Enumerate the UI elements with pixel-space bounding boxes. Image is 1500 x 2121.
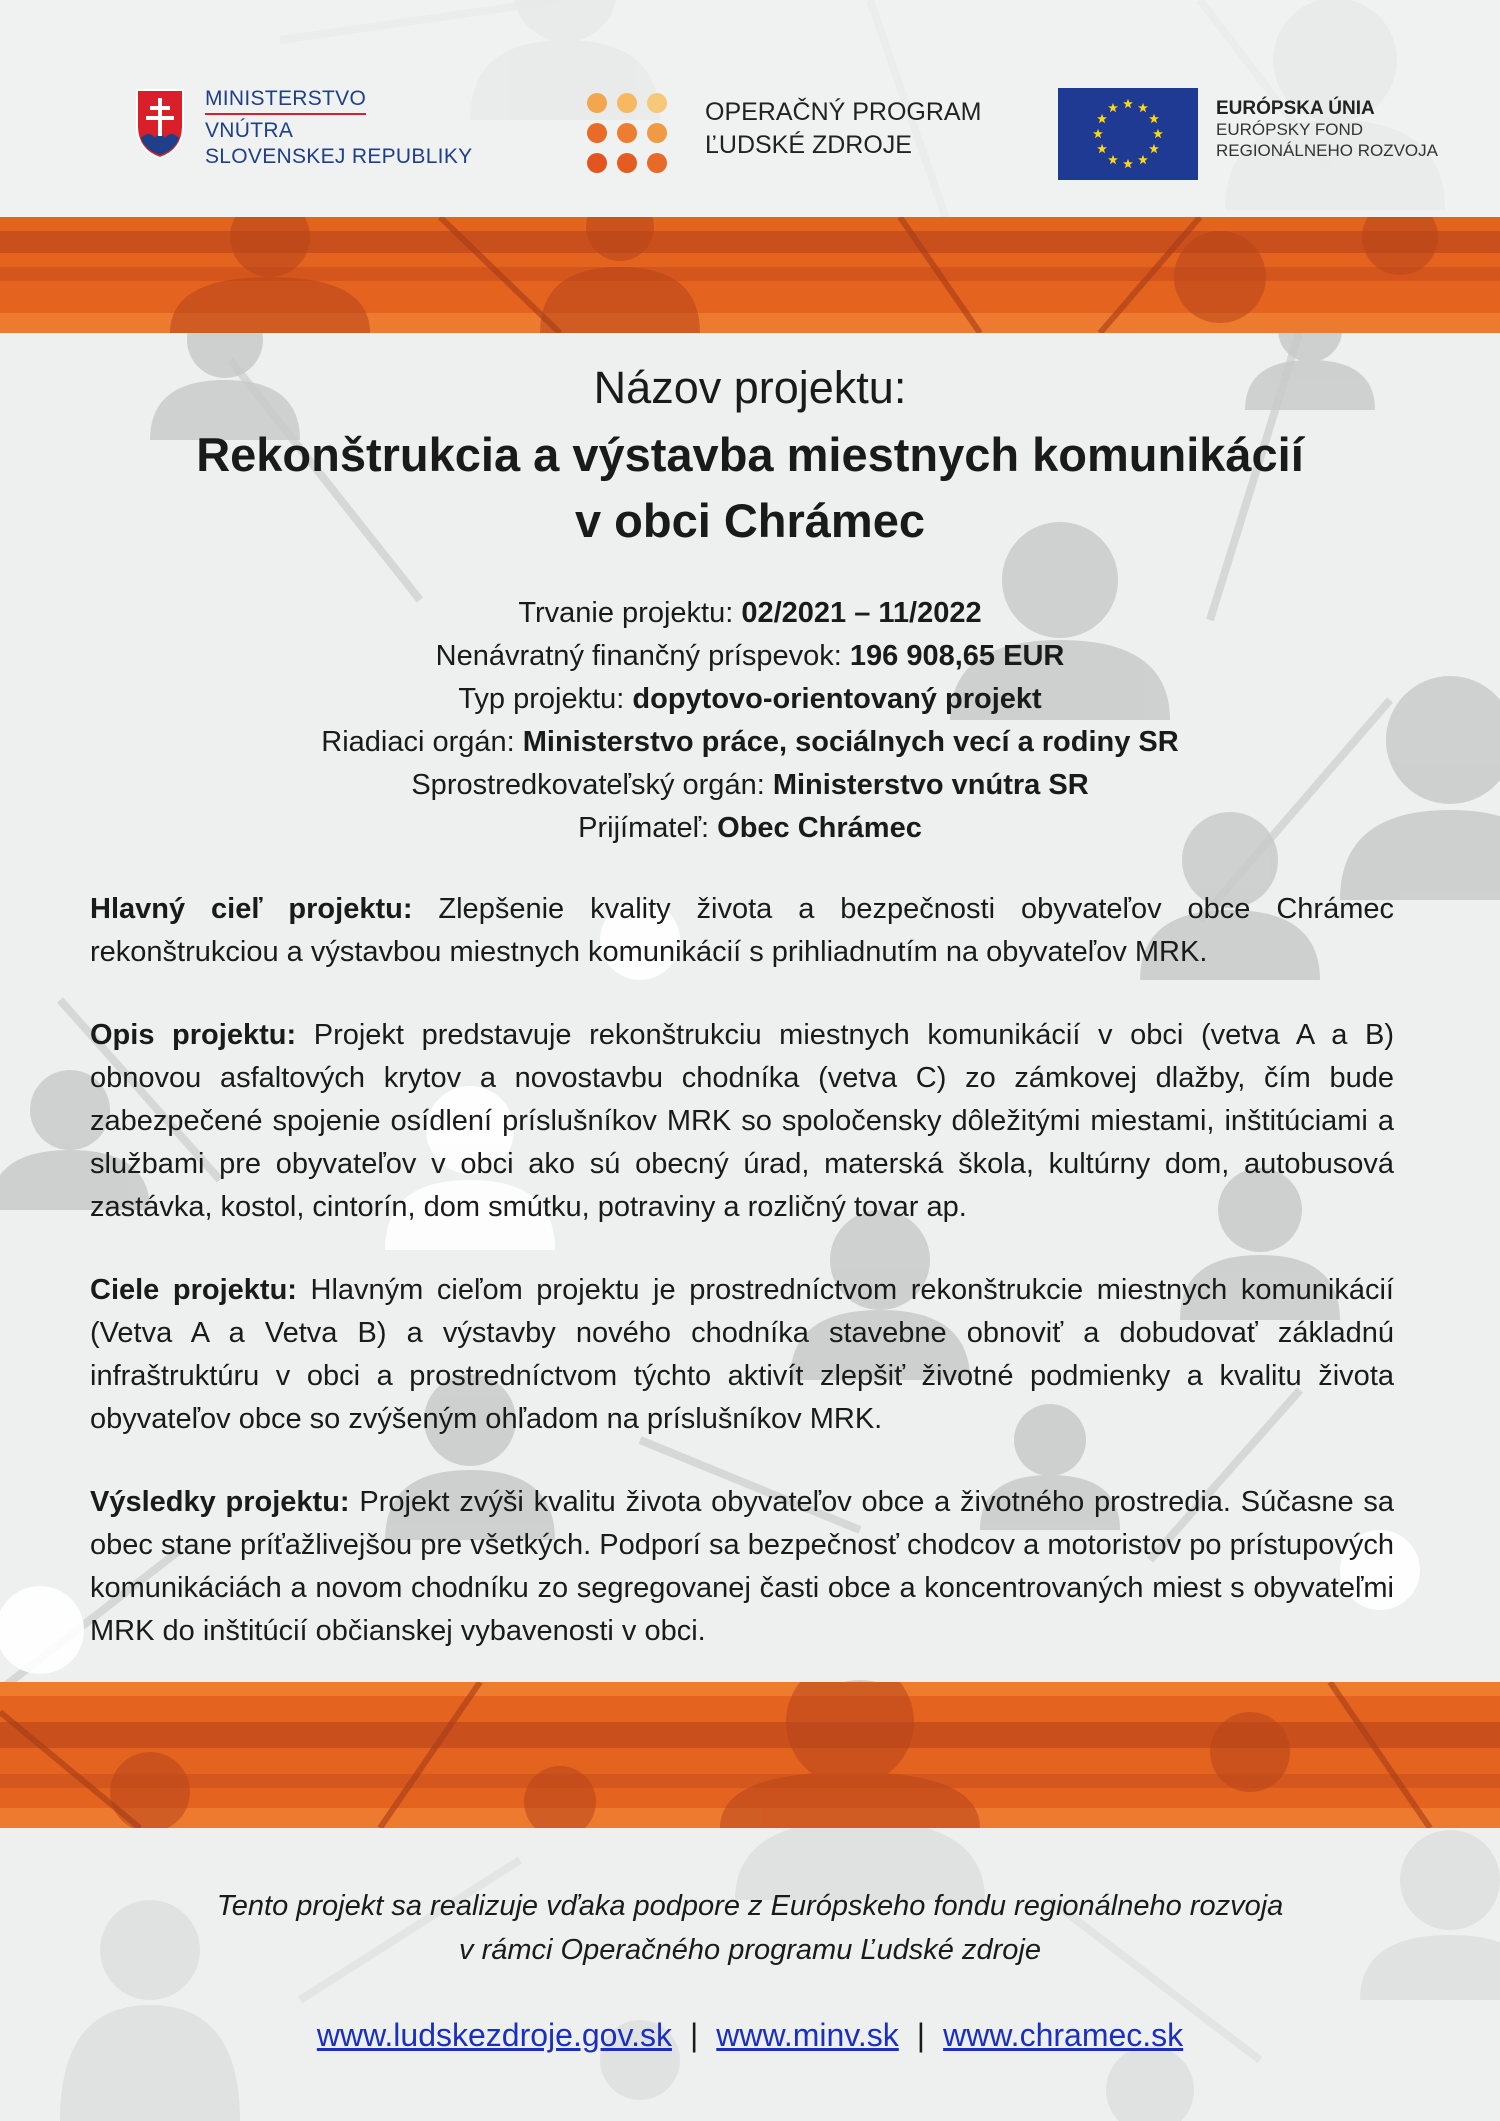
slovak-coat-of-arms-icon xyxy=(135,88,185,160)
ministry-logo-line3: SLOVENSKEJ REPUBLIKY xyxy=(205,145,473,168)
info-duration: Trvanie projektu: 02/2021 – 11/2022 xyxy=(518,597,982,629)
link-minv[interactable]: www.minv.sk xyxy=(716,2017,899,2053)
info-grant: Nenávratný finančný príspevok: 196 908,65 EUR xyxy=(435,640,1065,672)
orange-dots-icon xyxy=(585,91,669,175)
op-ludske-zdroje-logo xyxy=(585,88,985,178)
eu-logo-line2: EURÓPSKY FOND xyxy=(1216,120,1364,139)
funding-note-line1: Tento projekt sa realizuje vďaka podpore z Európskeho fondu regionálneho rozvoja xyxy=(216,1890,1284,1922)
op-logo-line2: ĽUDSKÉ ZDROJE xyxy=(705,131,912,159)
project-description xyxy=(90,888,1394,1693)
top-orange-band xyxy=(0,217,1500,333)
eu-logo xyxy=(1058,88,1478,183)
info-managing-authority: Riadiaci orgán: Ministerstvo práce, sociálnych vecí a rodiny SR xyxy=(321,726,1179,758)
section-goals: Ciele projektu: Hlavným cieľom projektu je prostredníctvom rekonštrukcie miestnych komunikácií (Vetva A a Vetva B) a výstavby nového chodníka stavebne obnoviť a dobudovať základnú infraštruktúru v obci a prostredníctvom týchto aktivít zlepšiť životné podmienky a kvalitu života obyvateľov obce so zvýšeným ohľadom na príslušníkov MRK. xyxy=(90,1274,1394,1435)
footer-links xyxy=(0,2015,1500,2055)
ministry-logo-line2: VNÚTRA xyxy=(205,119,294,142)
project-title-line2: v obci Chrámec xyxy=(574,494,926,547)
section-description: Opis projektu: Projekt predstavuje rekonštrukciu miestnych komunikácií v obci (vetva A a B) obnovou asfaltových krytov a novostavbu chodníka (vetva C) zo zámkovej dlažby, čím bude zabezpečené spojenie osídlení príslušníkov MRK so spoločensky dôležitými miestami, inštitúciami a službami pre obyvateľov v obci ako sú obecný úrad, materská škola, kultúrny dom, autobusová zastávka, kostol, cintorín, dom smútku, potraviny a rozličný tovar ap. xyxy=(90,1019,1394,1223)
section-main-goal: Hlavný cieľ projektu: Zlepšenie kvality života a bezpečnosti obyvateľov obce Chrámec rekonštrukciou a výstavbou miestnych komunikácií s prihliadnutím na obyvateľov MRK. xyxy=(90,893,1394,968)
eu-logo-line1: EURÓPSKA ÚNIA xyxy=(1216,98,1375,119)
eu-logo-line3: REGIONÁLNEHO ROZVOJA xyxy=(1216,141,1438,160)
funding-note xyxy=(0,1884,1500,1972)
link-chramec[interactable]: www.chramec.sk xyxy=(943,2017,1184,2053)
link-separator: | xyxy=(689,2017,699,2053)
project-title xyxy=(0,360,1500,554)
bottom-orange-band xyxy=(0,1682,1500,1828)
section-results: Výsledky projektu: Projekt zvýši kvalitu života obyvateľov obce a životného prostredia. Súčasne sa obec stane príťažlivejšou pre všetkých. Podporí sa bezpečnosť chodcov a motoristov po prístupových komunikáciách a novom chodníku zo segregovanej časti obce a koncentrovaných miest s obyvateľmi MRK do inštitúcií občianskej vybavenosti v obci. xyxy=(90,1486,1395,1647)
funding-note-line2: v rámci Operačného programu Ľudské zdroje xyxy=(459,1934,1041,1966)
ministry-logo xyxy=(135,86,495,176)
op-logo-line1: OPERAČNÝ PROGRAM xyxy=(705,98,982,126)
eu-flag-icon xyxy=(1058,88,1198,180)
project-title-label: Názov projektu: xyxy=(593,362,907,413)
info-intermediate-body: Sprostredkovateľský orgán: Ministerstvo vnútra SR xyxy=(411,769,1089,801)
ministry-logo-line1: MINISTERSTVO xyxy=(205,86,366,115)
info-project-type: Typ projektu: dopytovo-orientovaný projekt xyxy=(458,683,1042,715)
link-ludskezdroje[interactable]: www.ludskezdroje.gov.sk xyxy=(316,2017,672,2053)
project-title-line1: Rekonštrukcia a výstavba miestnych komunikácií xyxy=(196,428,1304,481)
info-beneficiary: Prijímateľ: Obec Chrámec xyxy=(578,812,922,844)
link-separator: | xyxy=(916,2017,926,2053)
project-info xyxy=(0,592,1500,850)
